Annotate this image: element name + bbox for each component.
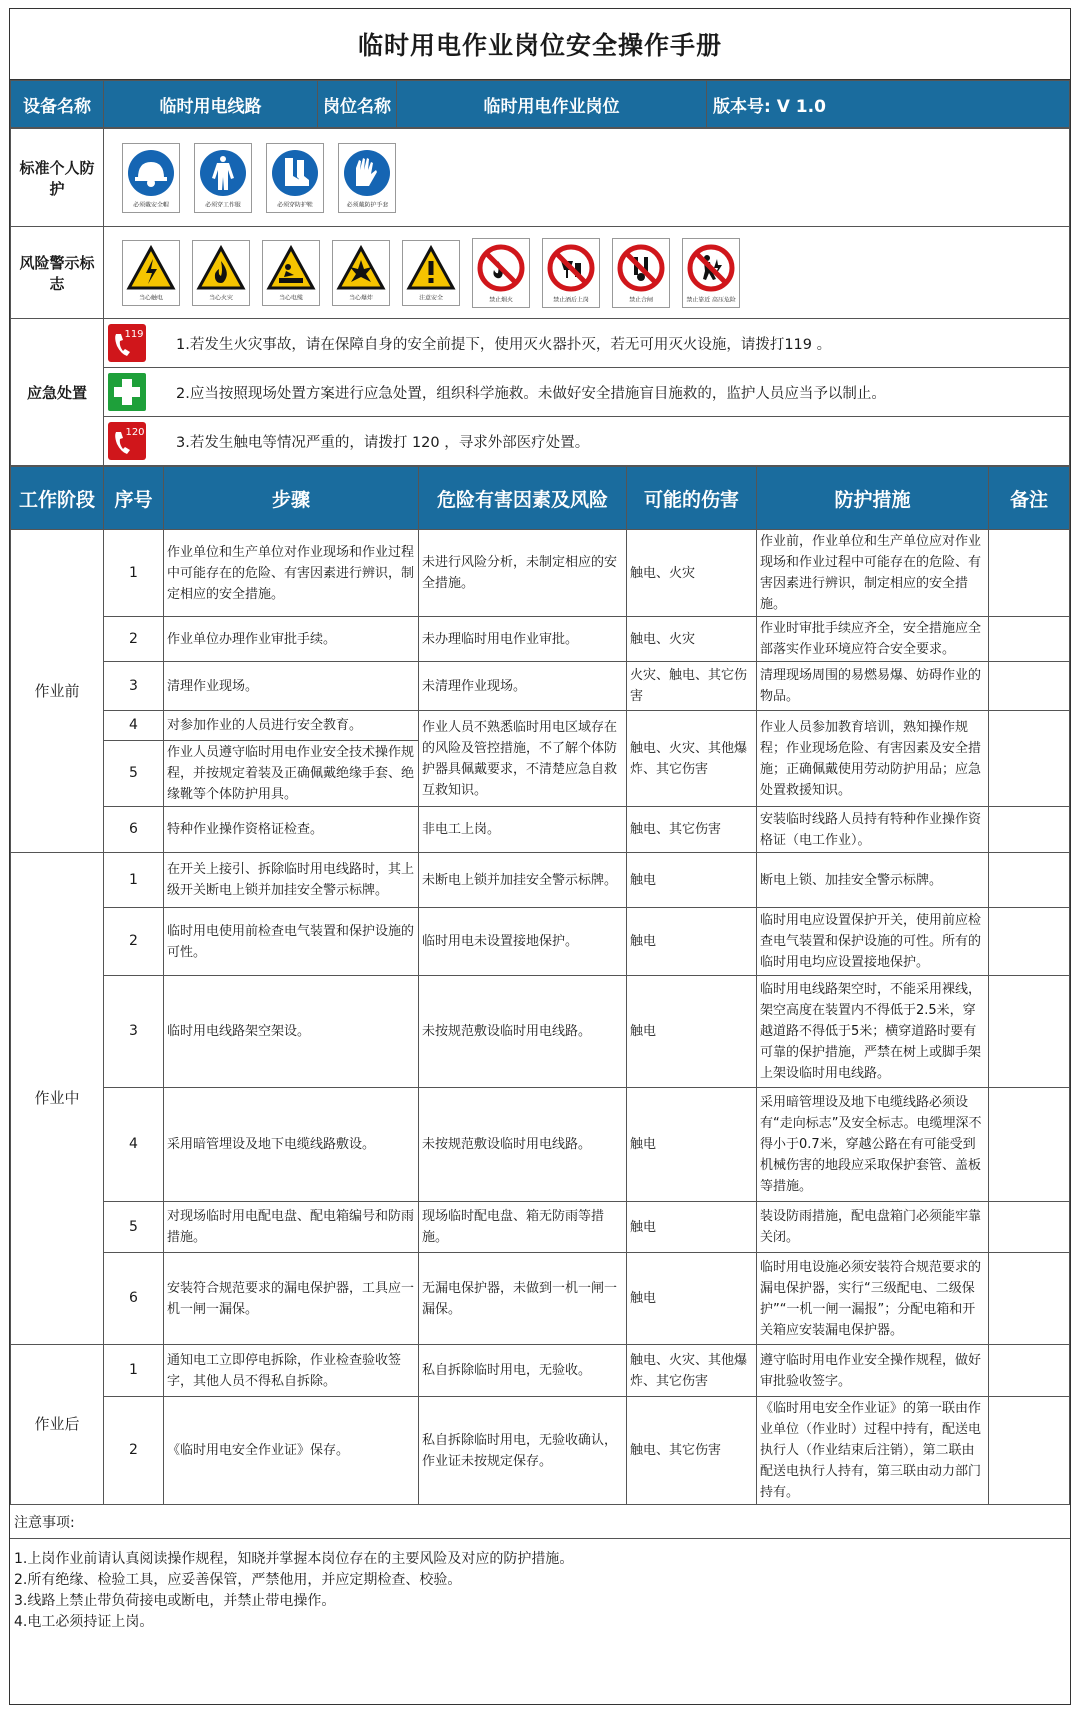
row-measure: 《临时用电安全作业证》的第一联由作业单位（作业时）过程中持有，配送电执行人（作业结束后注销），第二联由配送电执行人持有，第三联由动力部门持有。 xyxy=(757,1397,989,1505)
note-item: 3.线路上禁止带负荷接电或断电，并禁止带电操作。 xyxy=(14,1593,336,1609)
table-row xyxy=(11,853,1070,908)
warning-sign xyxy=(262,240,320,306)
prohibit-sign xyxy=(542,238,600,308)
emergency-text: 2.应当按照现场处置方案进行应急处置，组织科学施救。未做好安全措施盲目施救的，监护人员应当予以制止。 xyxy=(176,385,886,402)
row-measure: 临时用电应设置保护开关，使用前应检查电气装置和保护设施的可性。所有的临时用电均应设置接地保护。 xyxy=(757,908,989,976)
phone-119-badge: 119 xyxy=(124,329,144,340)
table-row xyxy=(11,617,1070,662)
row-step: 对现场临时用电配电盘、配电箱编号和防雨措施。 xyxy=(164,1202,419,1253)
manual-page xyxy=(9,8,1071,1705)
row-remark xyxy=(989,617,1070,662)
col-header-measure: 防护措施 xyxy=(757,467,989,530)
warning-caption: 当心电缆 xyxy=(279,294,303,301)
row-remark xyxy=(989,853,1070,908)
info-table xyxy=(10,80,1070,128)
table-row xyxy=(11,1397,1070,1505)
row-measure: 临时用电设施必须安装符合规范要求的漏电保护器，实行“三级配电、二级保护”“一机一闸一漏报”；分配电箱和开关箱应安装漏电保护器。 xyxy=(757,1253,989,1345)
row-no: 1 xyxy=(104,530,164,617)
warning-label: 风险警示标志 xyxy=(11,227,104,319)
no-fire-icon xyxy=(476,243,526,293)
signs-table xyxy=(10,128,1070,466)
row-measure: 作业时审批手续应齐全，安全措施应全部落实作业环境应符合安全要求。 xyxy=(757,617,989,662)
row-measure: 清理现场周围的易燃易爆、妨碍作业的物品。 xyxy=(757,662,989,711)
row-remark xyxy=(989,1345,1070,1397)
ppe-sign xyxy=(266,143,324,213)
row-measure: 作业人员参加教育培训，熟知操作规程；作业现场危险、有害因素及安全措施；正确佩戴使用劳动防护用品；应急处置救援知识。 xyxy=(757,711,989,807)
emergency-label: 应急处置 xyxy=(11,319,104,466)
row-harm: 触电、火灾 xyxy=(627,617,757,662)
note-item: 4.电工必须持证上岗。 xyxy=(14,1614,154,1630)
row-measure: 作业前，作业单位和生产单位应对作业现场和作业过程中可能存在的危险、有害因素进行辨识，制定相应的安全措施。 xyxy=(757,530,989,617)
phone-119-icon xyxy=(108,324,146,362)
prohibit-sign xyxy=(612,238,670,308)
phase-cell: 作业前 xyxy=(11,530,104,853)
table-row xyxy=(11,807,1070,853)
protective-boots-icon xyxy=(270,148,320,198)
table-row xyxy=(11,1253,1070,1345)
row-measure: 安装临时线路人员持有特种作业操作资格证（电工作业）。 xyxy=(757,807,989,853)
row-no: 5 xyxy=(104,1202,164,1253)
row-risk: 未办理临时用电作业审批。 xyxy=(419,617,627,662)
row-no: 4 xyxy=(104,1088,164,1202)
row-risk: 未清理作业现场。 xyxy=(419,662,627,711)
row-no: 5 xyxy=(104,741,164,807)
row-risk: 未断电上锁并加挂安全警示标牌。 xyxy=(419,853,627,908)
col-header-risk: 危险有害因素及风险 xyxy=(419,467,627,530)
ppe-signs xyxy=(104,143,1069,213)
emergency-text: 1.若发生火灾事故，请在保障自身的安全前提下，使用灭火器扑灭，若无可用灭火设施，请拨打119 。 xyxy=(176,336,832,353)
row-step: 采用暗管埋设及地下电缆线路敷设。 xyxy=(164,1088,419,1202)
row-step: 临时用电使用前检查电气装置和保护设施的可性。 xyxy=(164,908,419,976)
row-step: 特种作业操作资格证检查。 xyxy=(164,807,419,853)
ppe-sign xyxy=(122,143,180,213)
notes-list xyxy=(10,1539,1070,1633)
table-row xyxy=(11,711,1070,741)
table-row xyxy=(11,530,1070,617)
row-step: 清理作业现场。 xyxy=(164,662,419,711)
ppe-caption: 必须戴防护手套 xyxy=(346,201,388,208)
row-harm: 触电、其它伤害 xyxy=(627,807,757,853)
row-step: 对参加作业的人员进行安全教育。 xyxy=(164,711,419,741)
row-remark xyxy=(989,908,1070,976)
row-step: 作业单位和生产单位对作业现场和作业过程中可能存在的危险、有害因素进行辨识，制定相应的安全措施。 xyxy=(164,530,419,617)
row-remark xyxy=(989,530,1070,617)
cable-warning-icon xyxy=(266,245,316,291)
ppe-caption: 必须戴安全帽 xyxy=(133,201,169,208)
row-step: 作业人员遵守临时用电作业安全技术操作规程，并按规定着装及正确佩戴绝缘手套、绝缘靴等个体防护用具。 xyxy=(164,741,419,807)
prohibit-caption: 禁止酒后上岗 xyxy=(553,296,589,303)
phone-120-icon xyxy=(108,422,146,460)
ppe-caption: 必须穿工作服 xyxy=(205,201,241,208)
prohibit-caption: 禁止烟火 xyxy=(489,296,513,303)
row-remark xyxy=(989,1397,1070,1505)
note-item: 2.所有绝缘、检验工具，应妥善保管，严禁他用，并应定期检查、校验。 xyxy=(14,1572,462,1588)
col-header-harm: 可能的伤害 xyxy=(627,467,757,530)
first-aid-icon xyxy=(108,373,146,411)
prohibit-sign xyxy=(682,238,740,308)
warning-caption: 当心爆炸 xyxy=(349,294,373,301)
info-header-row xyxy=(11,81,1070,128)
device-value: 临时用电线路 xyxy=(104,81,318,128)
row-risk: 私自拆除临时用电，无验收确认，作业证未按规定保存。 xyxy=(419,1397,627,1505)
notes-title: 注意事项: xyxy=(10,1505,1070,1539)
row-risk: 无漏电保护器，未做到一机一闸一漏保。 xyxy=(419,1253,627,1345)
no-drinking-icon xyxy=(546,243,596,293)
row-no: 1 xyxy=(104,853,164,908)
row-no: 6 xyxy=(104,1253,164,1345)
warning-caption: 当心火灾 xyxy=(209,294,233,301)
electric-shock-warning-icon xyxy=(126,245,176,291)
warning-sign xyxy=(332,240,390,306)
row-risk: 未按规范敷设临时用电线路。 xyxy=(419,1088,627,1202)
phase-cell: 作业中 xyxy=(11,853,104,1345)
row-remark xyxy=(989,711,1070,807)
emergency-row xyxy=(11,319,1070,466)
row-harm: 触电 xyxy=(627,1088,757,1202)
row-no: 2 xyxy=(104,908,164,976)
table-row xyxy=(11,1088,1070,1202)
row-harm: 触电、火灾 xyxy=(627,530,757,617)
warning-caption: 当心触电 xyxy=(139,294,163,301)
phase-cell: 作业后 xyxy=(11,1345,104,1505)
warning-caption: 注意安全 xyxy=(419,294,443,301)
row-remark xyxy=(989,662,1070,711)
table-row xyxy=(11,1345,1070,1397)
procedure-table xyxy=(10,466,1070,1505)
row-risk: 非电工上岗。 xyxy=(419,807,627,853)
row-risk: 未按规范敷设临时用电线路。 xyxy=(419,976,627,1088)
page-title: 临时用电作业岗位安全操作手册 xyxy=(10,9,1070,80)
table-row xyxy=(11,662,1070,711)
note-item: 1.上岗作业前请认真阅读操作规程，知晓并掌握本岗位存在的主要风险及对应的防护措施。 xyxy=(14,1551,574,1567)
emergency-item xyxy=(104,417,1069,465)
table-row xyxy=(11,976,1070,1088)
row-remark xyxy=(989,1088,1070,1202)
post-label: 岗位名称 xyxy=(318,81,397,128)
row-harm: 触电 xyxy=(627,1202,757,1253)
no-approach-icon xyxy=(686,243,736,293)
row-measure: 采用暗管埋设及地下电缆线路必须设有“走向标志”及安全标志。电缆埋深不得小于0.7米，穿越公路在有可能受到机械伤害的地段应采取保护套管、盖板等措施。 xyxy=(757,1088,989,1202)
no-switching-icon xyxy=(616,243,666,293)
row-no: 4 xyxy=(104,711,164,741)
ppe-sign xyxy=(194,143,252,213)
row-remark xyxy=(989,807,1070,853)
row-no: 2 xyxy=(104,1397,164,1505)
warning-sign xyxy=(192,240,250,306)
hard-hat-icon xyxy=(126,148,176,198)
prohibit-caption: 禁止合闸 xyxy=(629,296,653,303)
row-step: 临时用电线路架空架设。 xyxy=(164,976,419,1088)
version-label: 版本号: V 1.0 xyxy=(707,81,1070,128)
prohibit-caption: 禁止靠近 高压危险 xyxy=(686,296,736,303)
row-risk: 作业人员不熟悉临时用电区域存在的风险及管控措施，不了解个体防护器具佩戴要求，不清楚应急自救互救知识。 xyxy=(419,711,627,807)
row-step: 《临时用电安全作业证》保存。 xyxy=(164,1397,419,1505)
row-no: 3 xyxy=(104,976,164,1088)
row-harm: 触电 xyxy=(627,976,757,1088)
prohibit-sign xyxy=(472,238,530,308)
phone-120-badge: 120 xyxy=(125,427,145,438)
table-row xyxy=(11,1202,1070,1253)
emergency-item xyxy=(104,368,1069,417)
row-risk: 临时用电未设置接地保护。 xyxy=(419,908,627,976)
row-remark xyxy=(989,976,1070,1088)
row-no: 1 xyxy=(104,1345,164,1397)
ppe-sign xyxy=(338,143,396,213)
ppe-caption: 必须穿防护鞋 xyxy=(277,201,313,208)
warning-sign xyxy=(402,240,460,306)
col-header-phase: 工作阶段 xyxy=(11,467,104,530)
row-step: 在开关上接引、拆除临时用电线路时，其上级开关断电上锁并加挂安全警示标牌。 xyxy=(164,853,419,908)
explosion-warning-icon xyxy=(336,245,386,291)
ppe-label: 标准个人防护 xyxy=(11,129,104,227)
col-header-no: 序号 xyxy=(104,467,164,530)
row-harm: 火灾、触电、其它伤害 xyxy=(627,662,757,711)
row-remark xyxy=(989,1202,1070,1253)
row-harm: 触电 xyxy=(627,853,757,908)
warning-row xyxy=(11,227,1070,319)
row-no: 2 xyxy=(104,617,164,662)
row-risk: 私自拆除临时用电，无验收。 xyxy=(419,1345,627,1397)
col-header-remark: 备注 xyxy=(989,467,1070,530)
protective-gloves-icon xyxy=(342,148,392,198)
col-header-step: 步骤 xyxy=(164,467,419,530)
row-no: 6 xyxy=(104,807,164,853)
row-remark xyxy=(989,1253,1070,1345)
row-step: 通知电工立即停电拆除，作业检查验收签字，其他人员不得私自拆除。 xyxy=(164,1345,419,1397)
table-row xyxy=(11,908,1070,976)
work-clothes-icon xyxy=(198,148,248,198)
row-harm: 触电 xyxy=(627,908,757,976)
row-measure: 装设防雨措施，配电盘箱门必须能牢靠关闭。 xyxy=(757,1202,989,1253)
ppe-row xyxy=(11,129,1070,227)
row-risk: 现场临时配电盘、箱无防雨等措施。 xyxy=(419,1202,627,1253)
row-risk: 未进行风险分析，未制定相应的安全措施。 xyxy=(419,530,627,617)
post-value: 临时用电作业岗位 xyxy=(397,81,707,128)
emergency-text: 3.若发生触电等情况严重的，请拨打 120 ，寻求外部医疗处置。 xyxy=(176,434,590,451)
warning-sign xyxy=(122,240,180,306)
row-harm: 触电、其它伤害 xyxy=(627,1397,757,1505)
row-measure: 临时用电线路架空时，不能采用裸线，架空高度在装置内不得低于2.5米，穿越道路不得低于5米；横穿道路时要有可靠的保护措施，严禁在树上或脚手架上架设临时用电线路。 xyxy=(757,976,989,1088)
row-harm: 触电、火灾、其他爆炸、其它伤害 xyxy=(627,711,757,807)
row-harm: 触电 xyxy=(627,1253,757,1345)
emergency-item xyxy=(104,319,1069,368)
device-label: 设备名称 xyxy=(11,81,104,128)
warning-signs xyxy=(104,238,1069,308)
fire-warning-icon xyxy=(196,245,246,291)
row-measure: 遵守临时用电作业安全操作规程，做好审批验收签字。 xyxy=(757,1345,989,1397)
row-harm: 触电、火灾、其他爆炸、其它伤害 xyxy=(627,1345,757,1397)
procedure-header-row xyxy=(11,467,1070,530)
row-step: 作业单位办理作业审批手续。 xyxy=(164,617,419,662)
row-no: 3 xyxy=(104,662,164,711)
general-warning-icon xyxy=(406,245,456,291)
row-step: 安装符合规范要求的漏电保护器，工具应一机一闸一漏保。 xyxy=(164,1253,419,1345)
row-measure: 断电上锁、加挂安全警示标牌。 xyxy=(757,853,989,908)
